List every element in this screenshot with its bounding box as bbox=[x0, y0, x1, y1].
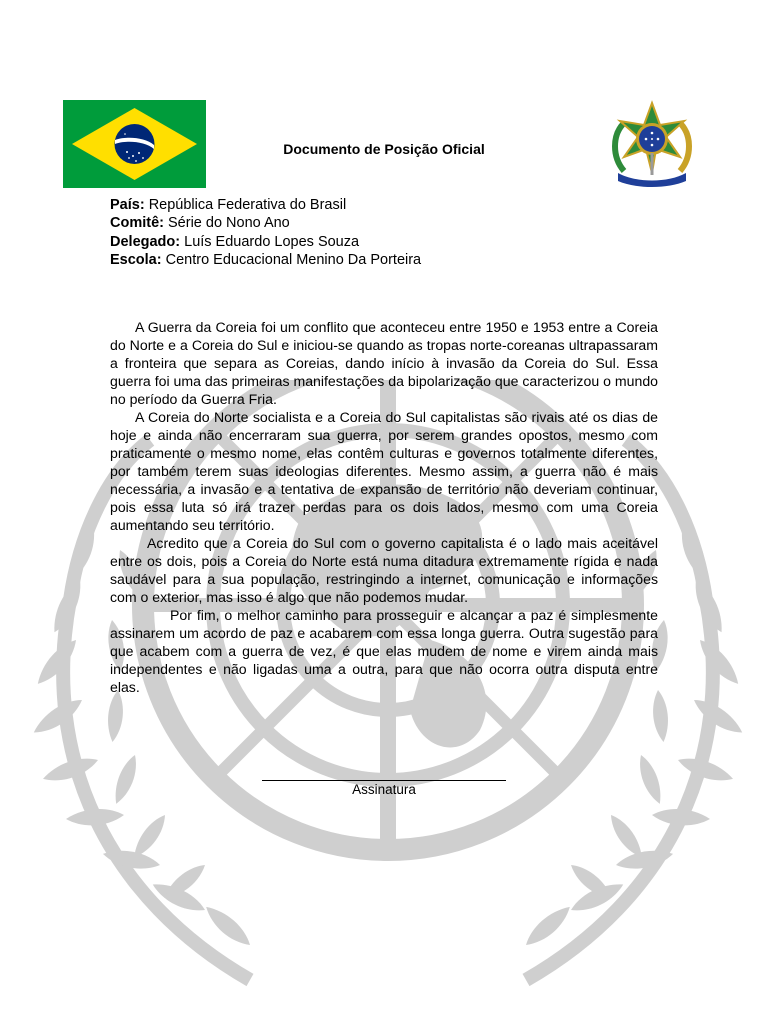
brazil-flag-icon bbox=[63, 100, 206, 188]
info-value: Centro Educacional Menino Da Porteira bbox=[165, 251, 422, 268]
info-country bbox=[110, 196, 421, 214]
body-paragraph: A Guerra da Coreia foi um conflito que aconteceu entre 1950 e 1953 entre a Coreia do Norte e a Coreia do Sul e iniciou-se quando as tropas norte-coreanas ultrapassaram a fronteira que separa as Coreias, dando início à invasão da Coreia do Sul. Essa guerra foi uma das primeiras manifestações da bipolarização que caracterizou o mundo no período da Guerra Fria. bbox=[110, 319, 658, 407]
info-label: Delegado: bbox=[110, 233, 181, 250]
info-delegate bbox=[110, 233, 421, 251]
info-label: Escola: bbox=[110, 251, 162, 268]
document-title: Documento de Posição Oficial bbox=[283, 141, 485, 157]
info-value: República Federativa do Brasil bbox=[148, 197, 347, 213]
signature-line bbox=[262, 780, 506, 781]
document-body bbox=[110, 318, 658, 696]
body-paragraph: Acredito que a Coreia do Sul com o governo capitalista é o lado mais aceitável entre os dois, pois a Coreia do Norte está numa ditadura extremamente rígida e nada saudável para a sua população, restringindo a internet, comunicação e informações com o exterior, mas isso é algo que não podemos mudar. bbox=[110, 535, 658, 605]
info-school bbox=[110, 251, 421, 269]
info-value: Série do Nono Ano bbox=[168, 215, 290, 232]
body-paragraph: Por fim, o melhor caminho para prosseguir e alcançar a paz é simplesmente assinarem um acordo de paz e acabarem com essa longa guerra. Outra sugestão para que acabem com a guerra de vez, é que elas mudem de nome e virem ainda mais independentes e não ligadas uma a outra, para que não ocorra outra disputa entre elas. bbox=[110, 607, 658, 695]
body-paragraph: A Coreia do Norte socialista e a Coreia do Sul capitalistas são rivais até os dias de hoje e ainda não encerraram sua guerra, por serem grandes opostos, mesmo com praticamente o mesmo nome, elas contêm culturas e governos totalmente diferentes, por também terem suas ideologias diferentes. Mesmo assim, a guerra não é mais necessária, a invasão e a tentativa de expansão de território não deveriam continuar, pois essa luta só irá trazer perdas para os dois lados, mesmo com uma Coreia aumentando seu território. bbox=[110, 409, 658, 533]
info-value: Luís Eduardo Lopes Souza bbox=[184, 233, 360, 250]
brazil-coat-of-arms-icon bbox=[606, 99, 698, 191]
signature-label: Assinatura bbox=[352, 782, 416, 797]
info-label: Comitê: bbox=[110, 215, 164, 232]
info-label: País: bbox=[110, 197, 145, 213]
info-committee bbox=[110, 214, 421, 232]
info-block bbox=[110, 196, 421, 269]
